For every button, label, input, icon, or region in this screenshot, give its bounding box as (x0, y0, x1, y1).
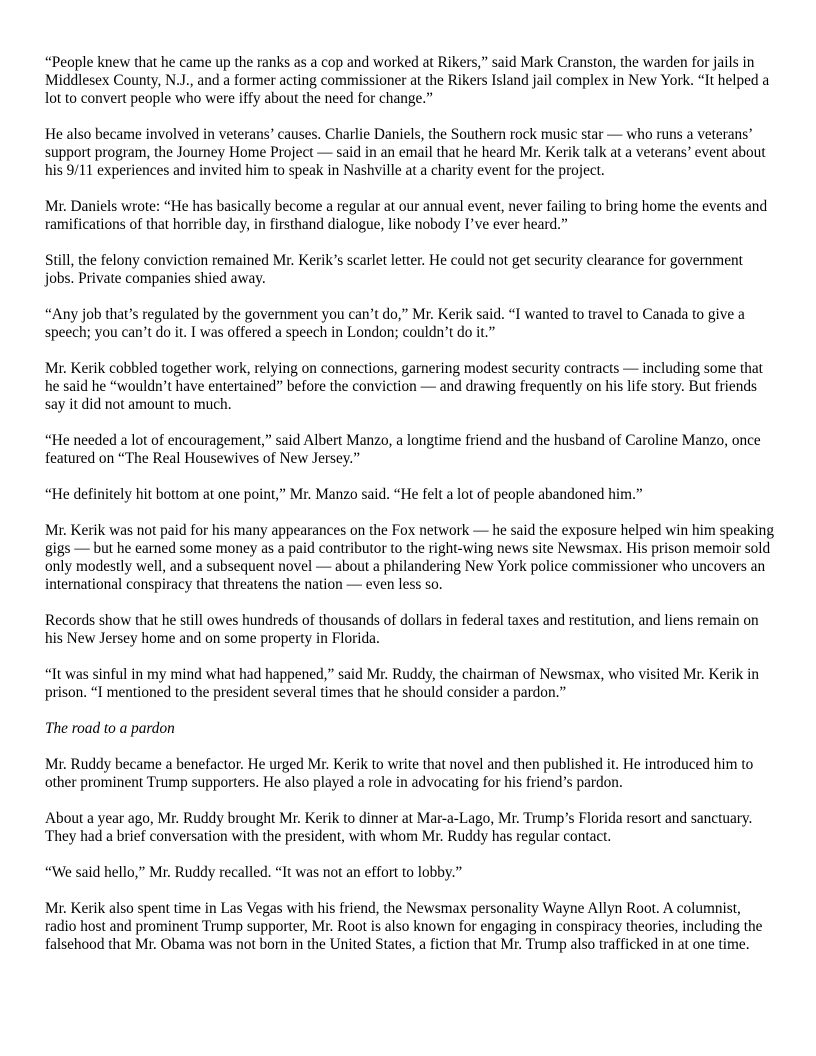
paragraph-said-hello: “We said hello,” Mr. Ruddy recalled. “It was not an effort to lobby.” (45, 864, 463, 881)
paragraph-felony-conviction: Still, the felony conviction remained Mr. Kerik’s scarlet letter. He could not get security clearance for government jobs. Private companies shied away. (45, 252, 743, 287)
paragraph-fox-newsmax: Mr. Kerik was not paid for his many appearances on the Fox network — he said the exposure helped win him speaking gigs — but he earned some money as a paid contributor to the right-wing news site Newsmax. His prison memoir sold only modestly well, and a subsequent novel — about a philandering New York police commissioner who uncovers an international conspiracy that threatens the nation — even less so. (45, 522, 774, 593)
paragraph-manzo-encouragement: “He needed a lot of encouragement,” said Albert Manzo, a longtime friend and the husband of Caroline Manzo, once featured on “The Real Housewives of New Jersey.” (45, 432, 761, 467)
paragraph-las-vegas-root: Mr. Kerik also spent time in Las Vegas with his friend, the Newsmax personality Wayne Allyn Root. A columnist, radio host and prominent Trump supporter, Mr. Root is also known for engaging in conspiracy theories, including the falsehood that Mr. Obama was not born in the United States, a fiction that Mr. Trump also trafficked in at one time. (45, 900, 763, 953)
paragraph-mar-a-lago: About a year ago, Mr. Ruddy brought Mr. Kerik to dinner at Mar-a-Lago, Mr. Trump’s Florida resort and sanctuary. They had a brief conversation with the president, with whom Mr. Ruddy has regular contact. (45, 810, 753, 845)
paragraph-veterans-causes: He also became involved in veterans’ causes. Charlie Daniels, the Southern rock music star — who runs a veterans’ support program, the Journey Home Project — said in an email that he heard Mr. Kerik talk at a veterans’ event about his 9/11 experiences and invited him to speak in Nashville at a charity event for the project. (45, 126, 766, 179)
paragraph-records-taxes: Records show that he still owes hundreds of thousands of dollars in federal taxes and restitution, and liens remain on his New Jersey home and on some property in Florida. (45, 612, 759, 647)
paragraph-ruddy-quote: “It was sinful in my mind what had happened,” said Mr. Ruddy, the chairman of Newsmax, who visited Mr. Kerik in prison. “I mentioned to the president several times that he should consider a pardon.” (45, 666, 760, 701)
paragraph-cobbled-work: Mr. Kerik cobbled together work, relying on connections, garnering modest security contracts — including some that he said he “wouldn’t have entertained” before the conviction — and drawing frequently on his life story. But friends say it did not amount to much. (45, 360, 763, 413)
paragraph-ruddy-benefactor: Mr. Ruddy became a benefactor. He urged Mr. Kerik to write that novel and then published it. He introduced him to other prominent Trump supporters. He also played a role in advocating for his friend’s pardon. (45, 756, 754, 791)
article-body (45, 54, 775, 972)
paragraph-manzo-bottom: “He definitely hit bottom at one point,” Mr. Manzo said. “He felt a lot of people abandoned him.” (45, 486, 643, 503)
paragraph-cranston-quote: “People knew that he came up the ranks as a cop and worked at Rikers,” said Mark Cranston, the warden for jails in Middlesex County, N.J., and a former acting commissioner at the Rikers Island jail complex in New York. “It helped a lot to convert people who were iffy about the need for change.” (45, 54, 770, 107)
paragraph-kerik-quote: “Any job that’s regulated by the government you can’t do,” Mr. Kerik said. “I wanted to travel to Canada to give a speech; you can’t do it. I was offered a speech in London; couldn’t do it.” (45, 306, 745, 341)
paragraph-daniels-quote: Mr. Daniels wrote: “He has basically become a regular at our annual event, never failing to bring home the events and ramifications of that horrible day, in firsthand dialogue, like nobody I’ve ever heard.” (45, 198, 768, 233)
section-subhead: The road to a pardon (45, 720, 175, 737)
